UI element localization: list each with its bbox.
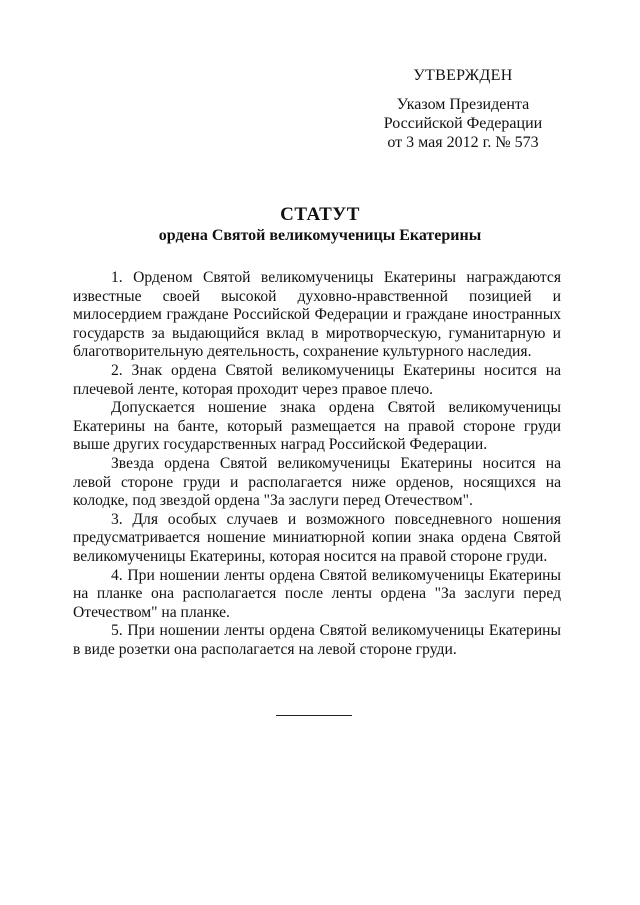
paragraph-2-star: Звезда ордена Святой великомученицы Екатерины носится на левой стороне груди и располагается ниже орденов, носящихся на колодке, под звездой ордена "За заслуги перед Отечеством".	[73, 454, 561, 510]
end-divider	[276, 715, 352, 716]
document-body	[73, 269, 561, 659]
document-subtitle: ордена Святой великомученицы Екатерины	[158, 227, 482, 244]
paragraph-3: 3. Для особых случаев и возможного повседневного ношения предусматривается ношение миниатюрной копии знака ордена Святой великомученицы Екатерины, которая носится на правой стороне груди.	[73, 510, 561, 565]
approval-authority-line: Российской Федерации	[383, 115, 543, 132]
document-title: СТАТУТ	[280, 204, 360, 225]
paragraph-1: 1. Орденом Святой великомученицы Екатерины награждаются известные своей высокой духовно-нравственной позицией и милосердием граждане Российской Федерации и граждане иностранных государств за выдающийся вклад в миротворческую, гуманитарную и благотворительную деятельность, сохранение культурного наследия.	[73, 269, 561, 361]
paragraph-4: 4. При ношении ленты ордена Святой великомученицы Екатерины на планке она располагается после ленты ордена "За заслуги перед Отечеством" на планке.	[73, 566, 561, 621]
approval-block	[358, 66, 568, 152]
approval-date-line: от 3 мая 2012 г. № 573	[387, 134, 539, 151]
paragraph-2-bow: Допускается ношение знака ордена Святой великомученицы Екатерины на банте, который размещается на правой стороне груди выше других государственных наград Российской Федерации.	[73, 399, 561, 454]
approval-decree-line: Указом Президента	[396, 96, 530, 113]
approval-stamp: УТВЕРЖДЕН	[413, 67, 513, 84]
document-heading	[0, 204, 640, 246]
paragraph-5: 5. При ношении ленты ордена Святой великомученицы Екатерины в виде розетки она располагается на левой стороне груди.	[73, 622, 561, 658]
paragraph-2: 2. Знак ордена Святой великомученицы Екатерины носится на плечевой ленте, которая проходит через правое плечо.	[73, 361, 561, 398]
